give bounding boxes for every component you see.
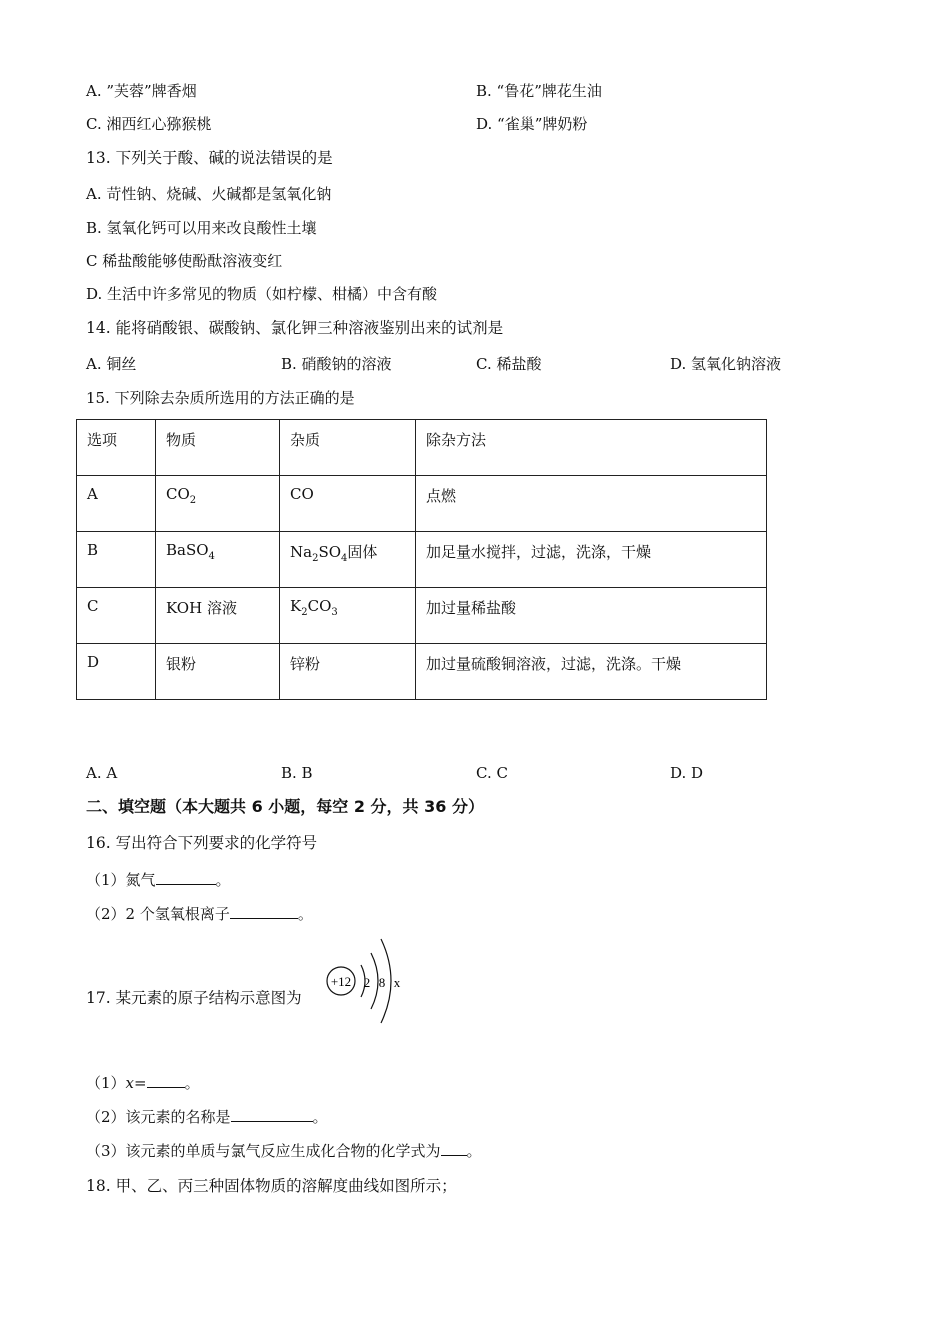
shell-3-electrons: x [393,975,401,990]
q16-part-1: （1）氮气 。 [86,871,231,889]
q13-option-c: C 稀盐酸能够使酚酞溶液变红 [86,252,283,270]
row-impurity: $Na_2SO_4$固体 [280,532,416,588]
row-substance: KOH 溶液 [156,588,280,644]
q14-option-a: A. 铜丝 [86,355,137,373]
q16-stem: 16. 写出符合下列要求的化学符号 [86,834,318,852]
q17-part-2: （2）该元素的名称是 。 [86,1108,328,1126]
table-row [77,532,767,588]
q12-option-c: C. 湘西红心猕猴桃 [86,115,212,133]
row-option: D [77,644,156,700]
q14-option-c: C. 稀盐酸 [476,355,542,373]
q16-part-2: （2）2 个氢氧根离子 。 [86,905,313,923]
q12-option-b: B. “鲁花”牌花生油 [476,82,602,100]
answer-blank[interactable] [441,1141,467,1156]
row-substance: 银粉 [156,644,280,700]
table-row [77,588,767,644]
row-method: 加过量硫酸铜溶液，过滤，洗涤。干燥 [416,644,767,700]
q13-option-a: A. 苛性钠、烧碱、火碱都是氢氧化钠 [86,185,332,203]
shell-2-electrons: 8 [378,975,386,990]
row-option: B [77,532,156,588]
row-option: C [77,588,156,644]
q15-option-c: C. C [476,764,508,782]
header-method: 除杂方法 [416,420,767,476]
q13-option-b: B. 氢氧化钙可以用来改良酸性土壤 [86,219,317,237]
q13-stem: 13. 下列关于酸、碱的说法错误的是 [86,149,333,167]
q18-stem: 18. 甲、乙、丙三种固体物质的溶解度曲线如图所示； [86,1177,457,1195]
q15-table [76,419,767,700]
q12-option-d: D. “雀巢”牌奶粉 [476,115,588,133]
q14-option-d: D. 氢氧化钠溶液 [670,355,782,373]
q15-stem: 15. 下列除去杂质所选用的方法正确的是 [86,389,355,407]
table-row [77,476,767,532]
row-method: 点燃 [416,476,767,532]
q17-part-1: （1）x= 。 [86,1074,200,1092]
row-impurity: 锌粉 [280,644,416,700]
nucleus-charge: +12 [330,974,352,989]
q14-option-b: B. 硝酸钠的溶液 [281,355,392,373]
answer-blank[interactable] [230,904,298,919]
q14-stem: 14. 能将硝酸银、碳酸钠、氯化钾三种溶液鉴别出来的试剂是 [86,319,504,337]
answer-blank[interactable] [156,870,216,885]
table-row [77,644,767,700]
q17-stem: 17. 某元素的原子结构示意图为 [86,989,302,1007]
row-substance: $CO_2$ [156,476,280,532]
header-option: 选项 [77,420,156,476]
atom-structure-diagram [325,935,410,1027]
answer-blank[interactable] [231,1107,313,1122]
section-title: 二、填空题（本大题共 6 小题，每空 2 分，共 36 分） [86,797,484,816]
row-method: 加过量稀盐酸 [416,588,767,644]
shell-1-electrons: 2 [363,975,371,990]
q12-option-a: A. ”芙蓉”牌香烟 [86,82,197,100]
q15-option-a: A. A [86,764,118,782]
answer-blank[interactable] [147,1073,185,1088]
q15-option-d: D. D [670,764,704,782]
row-impurity: CO [280,476,416,532]
row-substance: BaSO$_4$ [156,532,280,588]
header-substance: 物质 [156,420,280,476]
row-impurity: $K_2CO_3$ [280,588,416,644]
table-header-row [77,420,767,476]
electron-shell-2 [371,953,378,1009]
row-method: 加足量水搅拌，过滤，洗涤，干燥 [416,532,767,588]
q15-option-b: B. B [281,764,313,782]
q17-part-3: （3）该元素的单质与氯气反应生成化合物的化学式为 。 [86,1142,482,1160]
q13-option-d: D. 生活中许多常见的物质（如柠檬、柑橘）中含有酸 [86,285,438,303]
header-impurity: 杂质 [280,420,416,476]
row-option: A [77,476,156,532]
